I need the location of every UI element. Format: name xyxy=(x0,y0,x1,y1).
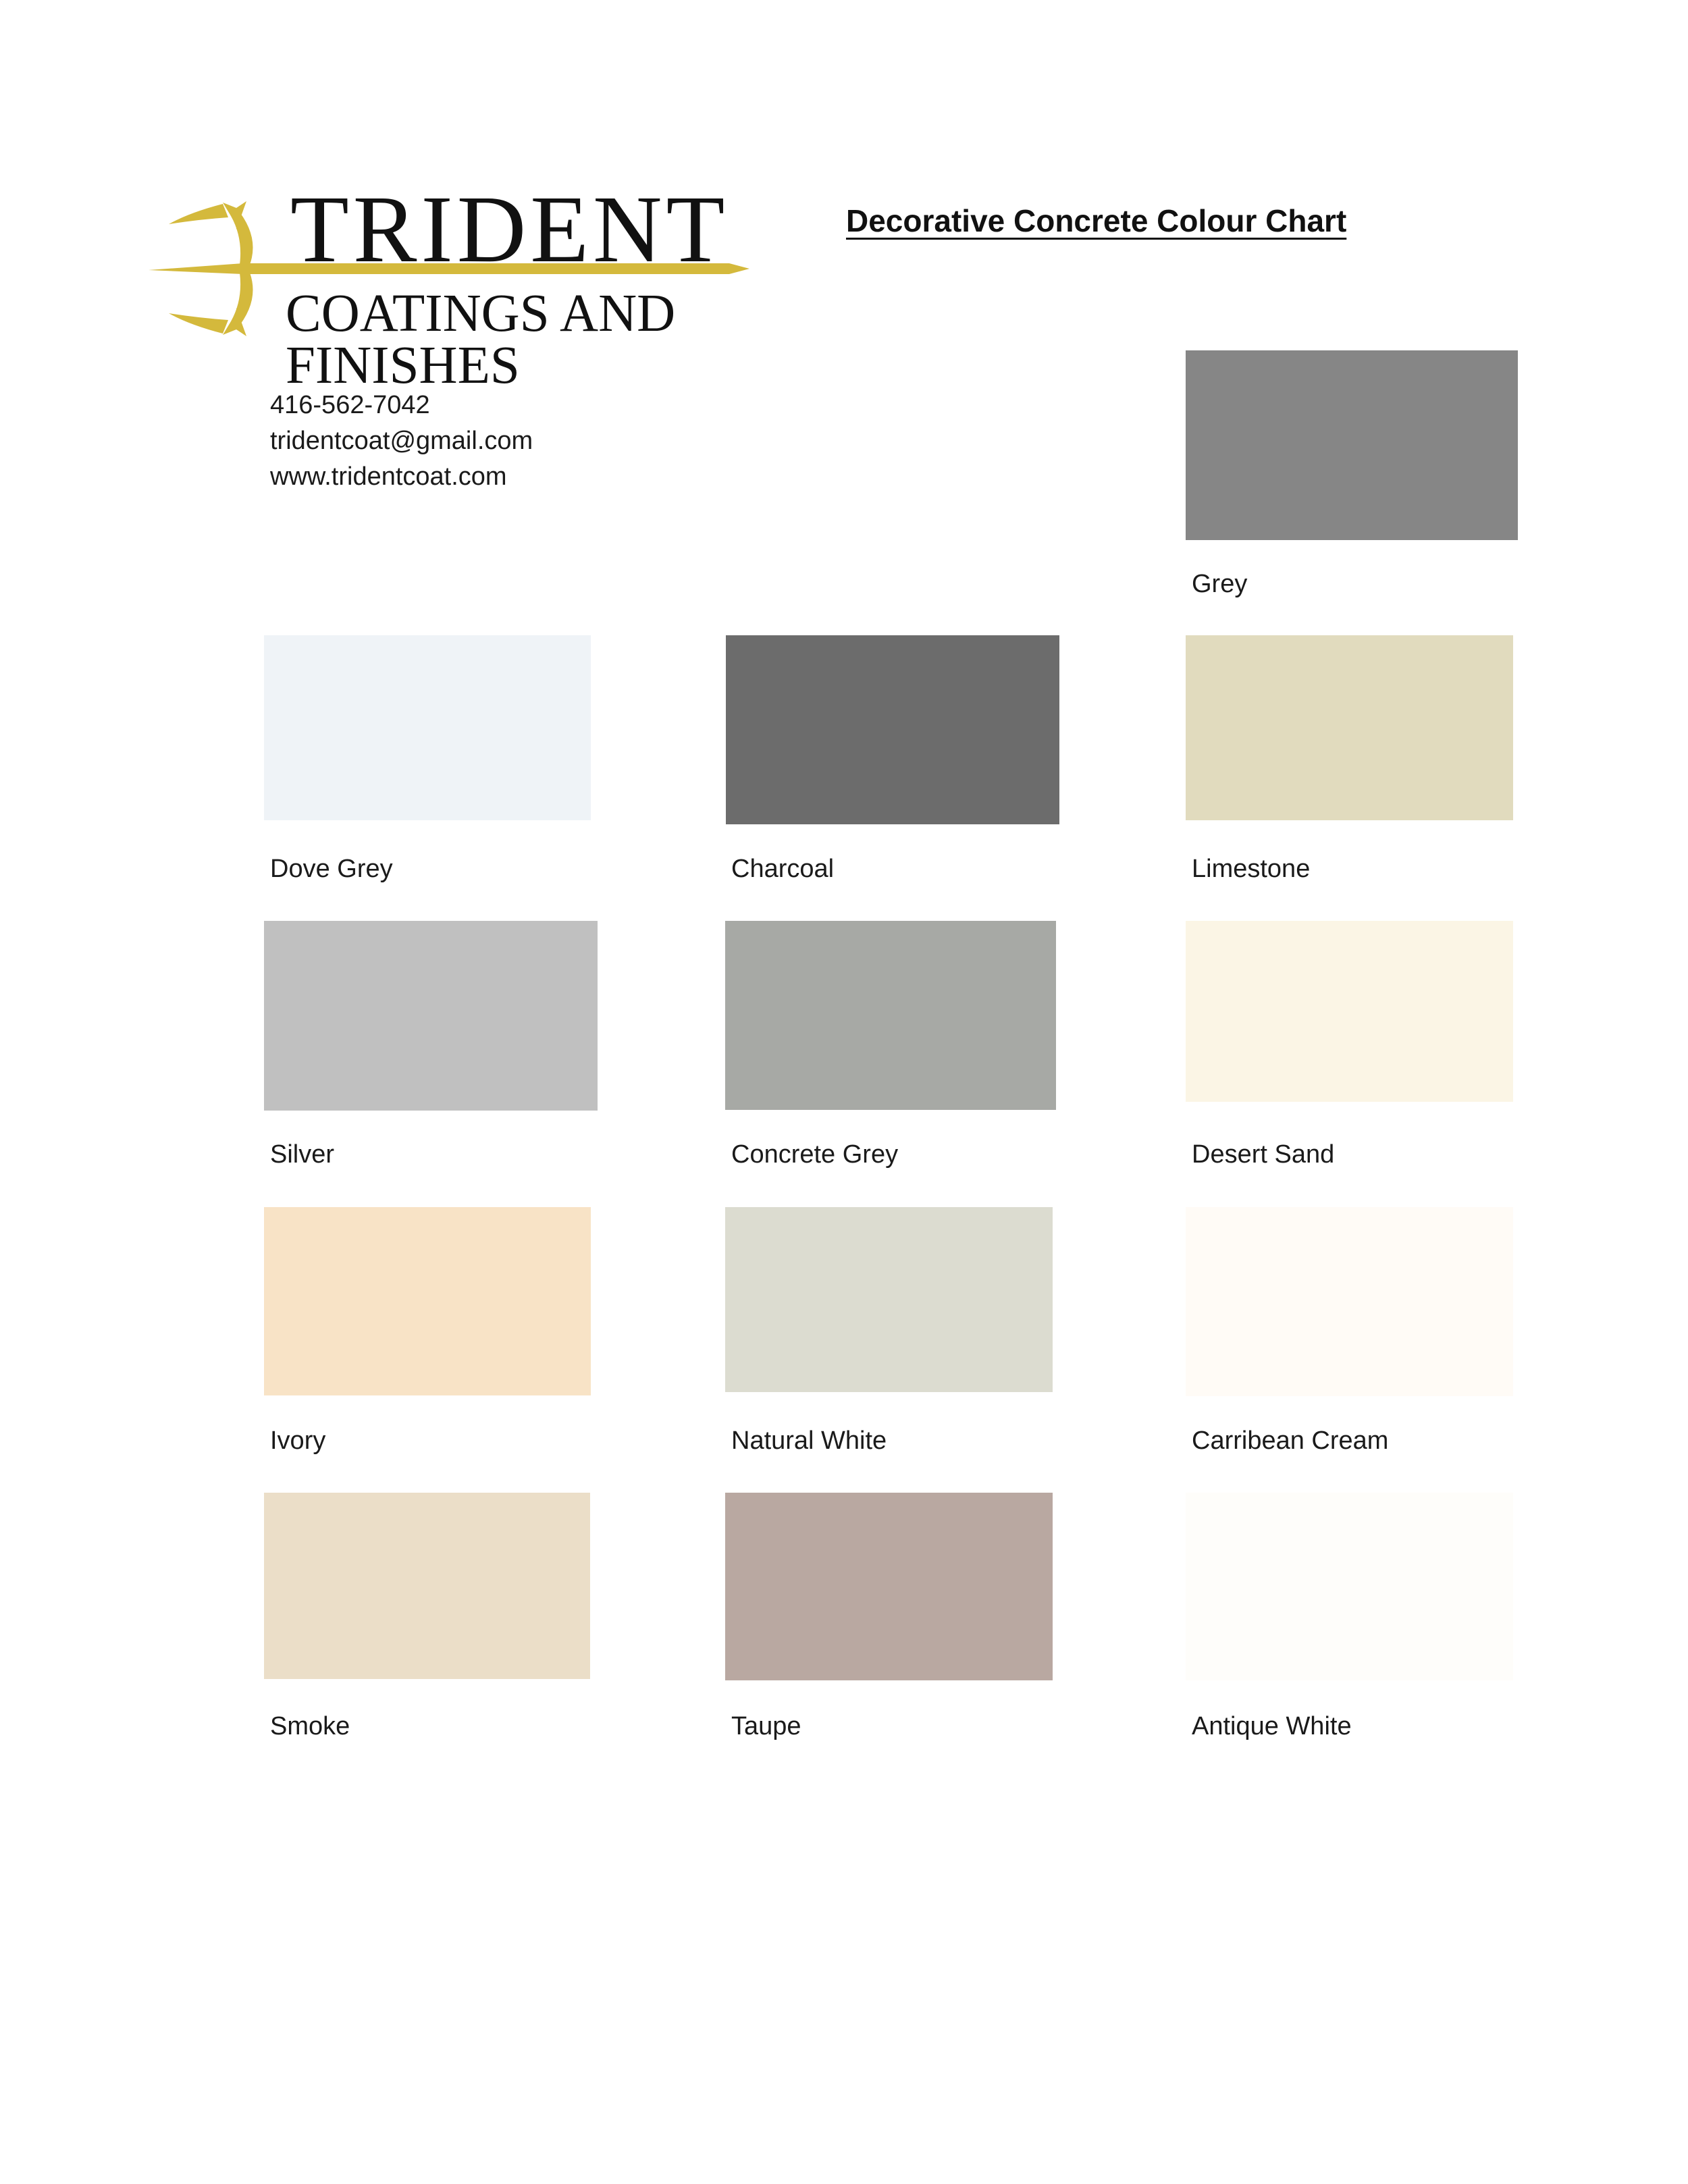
swatch-label-desert-sand: Desert Sand xyxy=(1192,1140,1335,1169)
logo-text-coatings: COATINGS AND xyxy=(286,284,676,343)
swatch-label-ivory: Ivory xyxy=(270,1427,326,1455)
swatch-label-taupe: Taupe xyxy=(731,1712,801,1740)
swatch-limestone xyxy=(1186,635,1513,820)
swatch-natural-white xyxy=(725,1207,1053,1392)
swatch-label-natural-white: Natural White xyxy=(731,1427,887,1455)
swatch-silver xyxy=(264,921,598,1111)
swatch-label-grey: Grey xyxy=(1192,570,1248,598)
page-title: Decorative Concrete Colour Chart xyxy=(846,203,1347,238)
swatch-smoke xyxy=(264,1493,590,1679)
swatch-concrete-grey xyxy=(725,921,1056,1110)
swatch-label-carribean-cream: Carribean Cream xyxy=(1192,1427,1389,1455)
swatch-taupe xyxy=(725,1493,1053,1680)
company-logo xyxy=(142,176,763,395)
swatch-label-antique-white: Antique White xyxy=(1192,1712,1352,1740)
logo-text-trident: TRIDENT xyxy=(290,176,729,282)
swatch-grey xyxy=(1186,350,1518,540)
swatch-desert-sand xyxy=(1186,921,1513,1102)
contact-website: www.tridentcoat.com xyxy=(270,462,507,491)
swatch-dove-grey xyxy=(264,635,591,820)
swatch-label-dove-grey: Dove Grey xyxy=(270,855,393,883)
swatch-label-smoke: Smoke xyxy=(270,1712,350,1740)
swatch-label-charcoal: Charcoal xyxy=(731,855,835,883)
swatch-carribean-cream xyxy=(1186,1207,1513,1396)
swatch-label-limestone: Limestone xyxy=(1192,855,1311,883)
swatch-antique-white xyxy=(1186,1493,1513,1680)
swatch-charcoal xyxy=(726,635,1059,824)
swatch-label-concrete-grey: Concrete Grey xyxy=(731,1140,899,1169)
contact-email: tridentcoat@gmail.com xyxy=(270,427,533,455)
swatch-ivory xyxy=(264,1207,591,1395)
swatch-label-silver: Silver xyxy=(270,1140,335,1169)
logo-text-finishes: FINISHES xyxy=(286,336,520,395)
contact-phone: 416-562-7042 xyxy=(270,391,430,419)
